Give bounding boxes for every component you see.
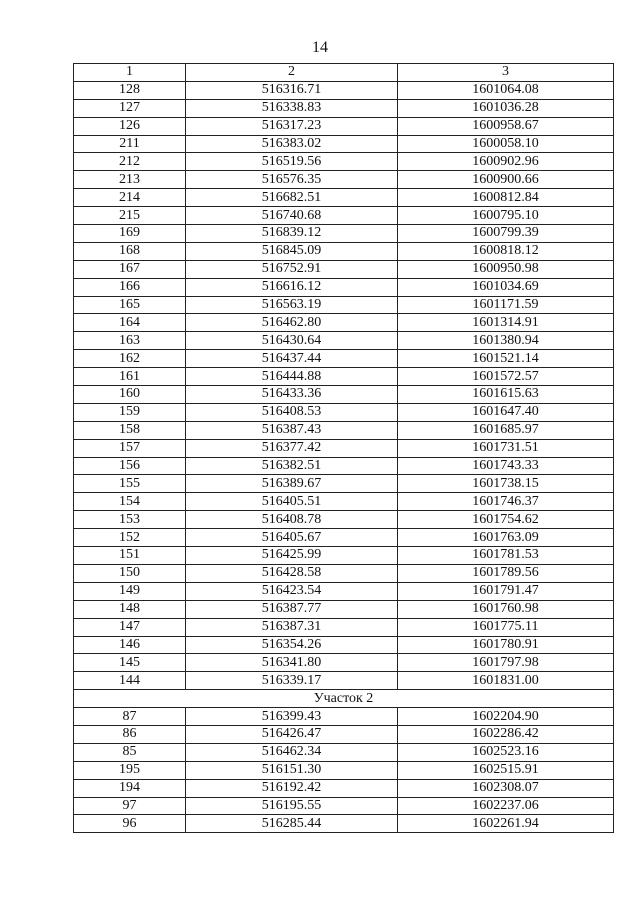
x-coordinate-cell: 516845.09 bbox=[186, 242, 398, 260]
x-coordinate-cell: 516151.30 bbox=[186, 761, 398, 779]
point-number-cell: 158 bbox=[74, 421, 186, 439]
table-row bbox=[74, 672, 614, 690]
point-number-cell: 127 bbox=[74, 99, 186, 117]
x-coordinate-cell: 516399.43 bbox=[186, 708, 398, 726]
coordinates-table bbox=[73, 63, 614, 833]
point-number-cell: 149 bbox=[74, 582, 186, 600]
x-coordinate-cell: 516444.88 bbox=[186, 368, 398, 386]
x-coordinate-cell: 516387.31 bbox=[186, 618, 398, 636]
x-coordinate-cell: 516387.43 bbox=[186, 421, 398, 439]
table-row bbox=[74, 350, 614, 368]
point-number-cell: 164 bbox=[74, 314, 186, 332]
table-row bbox=[74, 779, 614, 797]
y-coordinate-cell: 1602204.90 bbox=[398, 708, 614, 726]
table-row bbox=[74, 368, 614, 386]
page-number: 14 bbox=[312, 39, 328, 56]
section-row bbox=[74, 690, 614, 708]
point-number-cell: 97 bbox=[74, 797, 186, 815]
table-row bbox=[74, 332, 614, 350]
table-row bbox=[74, 439, 614, 457]
x-coordinate-cell: 516682.51 bbox=[186, 189, 398, 207]
x-coordinate-cell: 516519.56 bbox=[186, 153, 398, 171]
table-row bbox=[74, 600, 614, 618]
point-number-cell: 96 bbox=[74, 815, 186, 833]
table-row bbox=[74, 81, 614, 99]
point-number-cell: 126 bbox=[74, 117, 186, 135]
table-row bbox=[74, 547, 614, 565]
y-coordinate-cell: 1601572.57 bbox=[398, 368, 614, 386]
y-coordinate-cell: 1602308.07 bbox=[398, 779, 614, 797]
table-row bbox=[74, 797, 614, 815]
point-number-cell: 148 bbox=[74, 600, 186, 618]
point-number-cell: 166 bbox=[74, 278, 186, 296]
point-number-cell: 144 bbox=[74, 672, 186, 690]
y-coordinate-cell: 1601775.11 bbox=[398, 618, 614, 636]
table-row bbox=[74, 708, 614, 726]
x-coordinate-cell: 516428.58 bbox=[186, 564, 398, 582]
point-number-cell: 154 bbox=[74, 493, 186, 511]
x-coordinate-cell: 516339.17 bbox=[186, 672, 398, 690]
x-coordinate-cell: 516387.77 bbox=[186, 600, 398, 618]
y-coordinate-cell: 1602261.94 bbox=[398, 815, 614, 833]
table-row bbox=[74, 278, 614, 296]
x-coordinate-cell: 516839.12 bbox=[186, 225, 398, 243]
point-number-cell: 153 bbox=[74, 511, 186, 529]
point-number-cell: 155 bbox=[74, 475, 186, 493]
section-label: Участок 2 bbox=[74, 690, 614, 708]
point-number-cell: 163 bbox=[74, 332, 186, 350]
y-coordinate-cell: 1601314.91 bbox=[398, 314, 614, 332]
point-number-cell: 150 bbox=[74, 564, 186, 582]
x-coordinate-cell: 516405.51 bbox=[186, 493, 398, 511]
point-number-cell: 87 bbox=[74, 708, 186, 726]
table-row bbox=[74, 654, 614, 672]
y-coordinate-cell: 1601036.28 bbox=[398, 99, 614, 117]
x-coordinate-cell: 516426.47 bbox=[186, 725, 398, 743]
y-coordinate-cell: 1601731.51 bbox=[398, 439, 614, 457]
x-coordinate-cell: 516377.42 bbox=[186, 439, 398, 457]
point-number-cell: 169 bbox=[74, 225, 186, 243]
y-coordinate-cell: 1601781.53 bbox=[398, 547, 614, 565]
x-coordinate-cell: 516408.78 bbox=[186, 511, 398, 529]
x-coordinate-cell: 516383.02 bbox=[186, 135, 398, 153]
point-number-cell: 213 bbox=[74, 171, 186, 189]
x-coordinate-cell: 516425.99 bbox=[186, 547, 398, 565]
table-row bbox=[74, 260, 614, 278]
y-coordinate-cell: 1600958.67 bbox=[398, 117, 614, 135]
point-number-cell: 145 bbox=[74, 654, 186, 672]
table-row bbox=[74, 493, 614, 511]
y-coordinate-cell: 1600900.66 bbox=[398, 171, 614, 189]
point-number-cell: 215 bbox=[74, 207, 186, 225]
x-coordinate-cell: 516576.35 bbox=[186, 171, 398, 189]
x-coordinate-cell: 516192.42 bbox=[186, 779, 398, 797]
y-coordinate-cell: 1601521.14 bbox=[398, 350, 614, 368]
x-coordinate-cell: 516195.55 bbox=[186, 797, 398, 815]
point-number-cell: 161 bbox=[74, 368, 186, 386]
point-number-cell: 159 bbox=[74, 403, 186, 421]
table-row bbox=[74, 815, 614, 833]
y-coordinate-cell: 1601615.63 bbox=[398, 386, 614, 404]
table-row bbox=[74, 153, 614, 171]
table-row bbox=[74, 135, 614, 153]
y-coordinate-cell: 1601034.69 bbox=[398, 278, 614, 296]
x-coordinate-cell: 516382.51 bbox=[186, 457, 398, 475]
x-coordinate-cell: 516616.12 bbox=[186, 278, 398, 296]
point-number-cell: 194 bbox=[74, 779, 186, 797]
table-header-row bbox=[74, 64, 614, 82]
table-row bbox=[74, 314, 614, 332]
point-number-cell: 211 bbox=[74, 135, 186, 153]
x-coordinate-cell: 516423.54 bbox=[186, 582, 398, 600]
x-coordinate-cell: 516437.44 bbox=[186, 350, 398, 368]
y-coordinate-cell: 1601760.98 bbox=[398, 600, 614, 618]
x-coordinate-cell: 516408.53 bbox=[186, 403, 398, 421]
y-coordinate-cell: 1602286.42 bbox=[398, 725, 614, 743]
y-coordinate-cell: 1601647.40 bbox=[398, 403, 614, 421]
point-number-cell: 168 bbox=[74, 242, 186, 260]
x-coordinate-cell: 516405.67 bbox=[186, 529, 398, 547]
point-number-cell: 147 bbox=[74, 618, 186, 636]
y-coordinate-cell: 1601171.59 bbox=[398, 296, 614, 314]
y-coordinate-cell: 1600795.10 bbox=[398, 207, 614, 225]
table-row bbox=[74, 242, 614, 260]
y-coordinate-cell: 1601763.09 bbox=[398, 529, 614, 547]
header-cell: 3 bbox=[398, 64, 614, 82]
y-coordinate-cell: 1601831.00 bbox=[398, 672, 614, 690]
table-row bbox=[74, 421, 614, 439]
y-coordinate-cell: 1601743.33 bbox=[398, 457, 614, 475]
header-cell: 1 bbox=[74, 64, 186, 82]
table-row bbox=[74, 225, 614, 243]
y-coordinate-cell: 1601791.47 bbox=[398, 582, 614, 600]
y-coordinate-cell: 1600799.39 bbox=[398, 225, 614, 243]
table-row bbox=[74, 117, 614, 135]
point-number-cell: 157 bbox=[74, 439, 186, 457]
header-cell: 2 bbox=[186, 64, 398, 82]
table-row bbox=[74, 386, 614, 404]
point-number-cell: 156 bbox=[74, 457, 186, 475]
point-number-cell: 151 bbox=[74, 547, 186, 565]
table-row bbox=[74, 189, 614, 207]
y-coordinate-cell: 1601789.56 bbox=[398, 564, 614, 582]
table-row bbox=[74, 725, 614, 743]
table-row bbox=[74, 171, 614, 189]
table-row bbox=[74, 99, 614, 117]
table-row bbox=[74, 564, 614, 582]
point-number-cell: 128 bbox=[74, 81, 186, 99]
point-number-cell: 152 bbox=[74, 529, 186, 547]
y-coordinate-cell: 1601780.91 bbox=[398, 636, 614, 654]
y-coordinate-cell: 1600812.84 bbox=[398, 189, 614, 207]
table-row bbox=[74, 743, 614, 761]
x-coordinate-cell: 516389.67 bbox=[186, 475, 398, 493]
y-coordinate-cell: 1601746.37 bbox=[398, 493, 614, 511]
x-coordinate-cell: 516354.26 bbox=[186, 636, 398, 654]
table-body bbox=[74, 64, 614, 833]
x-coordinate-cell: 516317.23 bbox=[186, 117, 398, 135]
table-row bbox=[74, 457, 614, 475]
y-coordinate-cell: 1602523.16 bbox=[398, 743, 614, 761]
x-coordinate-cell: 516462.80 bbox=[186, 314, 398, 332]
x-coordinate-cell: 516341.80 bbox=[186, 654, 398, 672]
table-row bbox=[74, 618, 614, 636]
y-coordinate-cell: 1601797.98 bbox=[398, 654, 614, 672]
y-coordinate-cell: 1600950.98 bbox=[398, 260, 614, 278]
y-coordinate-cell: 1600902.96 bbox=[398, 153, 614, 171]
point-number-cell: 214 bbox=[74, 189, 186, 207]
y-coordinate-cell: 1602515.91 bbox=[398, 761, 614, 779]
x-coordinate-cell: 516285.44 bbox=[186, 815, 398, 833]
table-row bbox=[74, 207, 614, 225]
y-coordinate-cell: 1601754.62 bbox=[398, 511, 614, 529]
x-coordinate-cell: 516430.64 bbox=[186, 332, 398, 350]
table-row bbox=[74, 529, 614, 547]
point-number-cell: 85 bbox=[74, 743, 186, 761]
point-number-cell: 167 bbox=[74, 260, 186, 278]
y-coordinate-cell: 1601685.97 bbox=[398, 421, 614, 439]
point-number-cell: 146 bbox=[74, 636, 186, 654]
table-row bbox=[74, 761, 614, 779]
table-row bbox=[74, 403, 614, 421]
x-coordinate-cell: 516752.91 bbox=[186, 260, 398, 278]
x-coordinate-cell: 516433.36 bbox=[186, 386, 398, 404]
point-number-cell: 162 bbox=[74, 350, 186, 368]
table-row bbox=[74, 511, 614, 529]
y-coordinate-cell: 1600058.10 bbox=[398, 135, 614, 153]
point-number-cell: 160 bbox=[74, 386, 186, 404]
table-row bbox=[74, 475, 614, 493]
point-number-cell: 86 bbox=[74, 725, 186, 743]
y-coordinate-cell: 1601380.94 bbox=[398, 332, 614, 350]
point-number-cell: 195 bbox=[74, 761, 186, 779]
y-coordinate-cell: 1600818.12 bbox=[398, 242, 614, 260]
y-coordinate-cell: 1602237.06 bbox=[398, 797, 614, 815]
point-number-cell: 165 bbox=[74, 296, 186, 314]
table-row bbox=[74, 636, 614, 654]
x-coordinate-cell: 516740.68 bbox=[186, 207, 398, 225]
x-coordinate-cell: 516462.34 bbox=[186, 743, 398, 761]
table-row bbox=[74, 582, 614, 600]
y-coordinate-cell: 1601738.15 bbox=[398, 475, 614, 493]
y-coordinate-cell: 1601064.08 bbox=[398, 81, 614, 99]
x-coordinate-cell: 516316.71 bbox=[186, 81, 398, 99]
x-coordinate-cell: 516563.19 bbox=[186, 296, 398, 314]
table-row bbox=[74, 296, 614, 314]
x-coordinate-cell: 516338.83 bbox=[186, 99, 398, 117]
point-number-cell: 212 bbox=[74, 153, 186, 171]
